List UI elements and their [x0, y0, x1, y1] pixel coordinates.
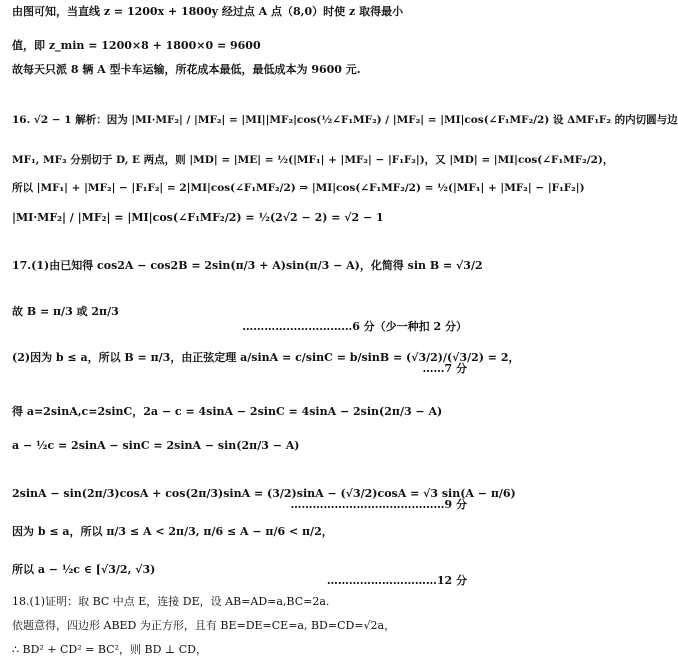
- score-17-1: …………………………6 分（少一种扣 2 分）: [242, 320, 467, 333]
- score-17-2c: …………………………12 分: [326, 574, 467, 587]
- text-line-5: MF₁, MF₂ 分别切于 D, E 两点，则 |MD| = |ME| = ½(|MF₁| + |MF₂| − |F₁F₂|)，又 |MD| = |MI|cos(∠F₁MF₂/2)，: [12, 154, 614, 166]
- text-line-15: 所以 a − ½c ∈ [√3/2, √3): [12, 563, 156, 576]
- text-line-18: ∴ BD² + CD² = BC²，则 BD ⊥ CD，: [12, 643, 207, 656]
- score-17-2a: ……7 分: [422, 362, 467, 375]
- text-line-16: 18.(1)证明：取 BC 中点 E，连接 DE，设 AB=AD=a,BC=2a.: [12, 595, 330, 608]
- text-line-2: 值，即 z_min = 1200×8 + 1800×0 = 9600: [12, 39, 261, 52]
- score-17-2b: ……………………………………9 分: [290, 498, 467, 511]
- text-line-3: 故每天只派 8 辆 A 型卡车运输，所花成本最低，最低成本为 9600 元.: [12, 63, 361, 76]
- text-line-7: |MI·MF₂| / |MF₂| = |MI|cos(∠F₁MF₂/2) = ½(2√2 − 2) = √2 − 1: [12, 211, 384, 224]
- text-line-17: 依题意得，四边形 ABED 为正方形，且有 BE=DE=CE=a, BD=CD=√2a，: [12, 619, 396, 632]
- text-line-9: 故 B = π/3 或 2π/3: [12, 305, 119, 318]
- text-line-13: 2sinA − sin(2π/3)cosA + cos(2π/3)sinA = (3/2)sinA − (√3/2)cosA = √3 sin(A − π/6): [12, 487, 516, 500]
- text-line-10: (2)因为 b ≤ a，所以 B = π/3，由正弦定理 a/sinA = c/sinC = b/sinB = (√3/2)/(√3/2) = 2，: [12, 351, 520, 364]
- text-line-14: 因为 b ≤ a，所以 π/3 ≤ A < 2π/3, π/6 ≤ A − π/6 < π/2，: [12, 525, 333, 538]
- text-line-4: 16. √2 − 1 解析：因为 |MI·MF₂| / |MF₂| = |MI||MF₂|cos(½∠F₁MF₂) / |MF₂| = |MI|cos(∠F₁MF₂/2) 设 ΔMF₁F₂ 的内切圆与边: [12, 114, 678, 126]
- text-line-1: 由图可知，当直线 z = 1200x + 1800y 经过点 A 点（8,0）时使 z 取得最小: [12, 5, 404, 18]
- text-line-11: 得 a=2sinA,c=2sinC，2a − c = 4sinA − 2sinC = 4sinA − 2sin(2π/3 − A): [12, 405, 443, 418]
- text-line-6: 所以 |MF₁| + |MF₂| − |F₁F₂| = 2|MI|cos(∠F₁MF₂/2) ⇒ |MI|cos(∠F₁MF₂/2) = ½(|MF₁| + |MF₂| − |F₁F₂|): [12, 182, 585, 194]
- text-line-12: a − ½c = 2sinA − sinC = 2sinA − sin(2π/3 − A): [12, 439, 300, 452]
- text-line-8: 17.(1)由已知得 cos2A − cos2B = 2sin(π/3 + A)sin(π/3 − A)，化简得 sin B = √3/2: [12, 259, 483, 272]
